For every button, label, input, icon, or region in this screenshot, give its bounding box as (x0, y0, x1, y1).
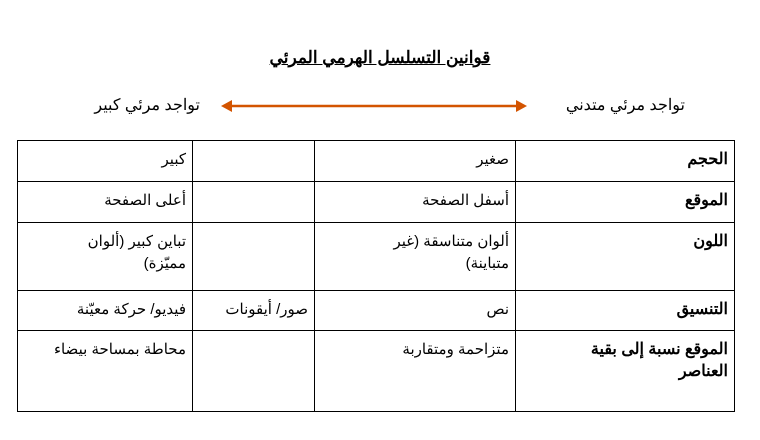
mid-cell (193, 141, 315, 182)
mid-cell (193, 331, 315, 412)
table-row (18, 223, 735, 291)
table-row (18, 331, 735, 412)
row-label: اللون (516, 223, 735, 291)
scale-high-label: تواجد مرئي كبير (94, 97, 200, 114)
low-cell: صغير (315, 141, 516, 182)
row-label: الحجم (516, 141, 735, 182)
row-label: الموقع (516, 182, 735, 223)
double-arrow-icon (221, 99, 527, 113)
high-cell: تباين كبير (ألوان مميّزة) (18, 223, 193, 291)
low-cell: أسفل الصفحة (315, 182, 516, 223)
high-cell: أعلى الصفحة (18, 182, 193, 223)
low-cell: نص (315, 291, 516, 331)
row-label: الموقع نسبة إلى بقية العناصر (516, 331, 735, 412)
mid-cell: صور/ أيقونات (193, 291, 315, 331)
scale-low-label: تواجد مرئي متدني (565, 97, 685, 114)
page-title: قوانين التسلسل الهرمي المرئي (269, 48, 491, 67)
mid-cell (193, 223, 315, 291)
mid-cell (193, 182, 315, 223)
high-cell: محاطة بمساحة بيضاء (18, 331, 193, 412)
row-label: التنسيق (516, 291, 735, 331)
low-cell: ألوان متناسقة (غير متباينة) (315, 223, 516, 291)
hierarchy-table (17, 140, 735, 412)
low-cell: متزاحمة ومتقاربة (315, 331, 516, 412)
table-row (18, 291, 735, 331)
high-cell: كبير (18, 141, 193, 182)
table-row (18, 141, 735, 182)
table-row (18, 182, 735, 223)
high-cell: فيديو/ حركة معيّنة (18, 291, 193, 331)
